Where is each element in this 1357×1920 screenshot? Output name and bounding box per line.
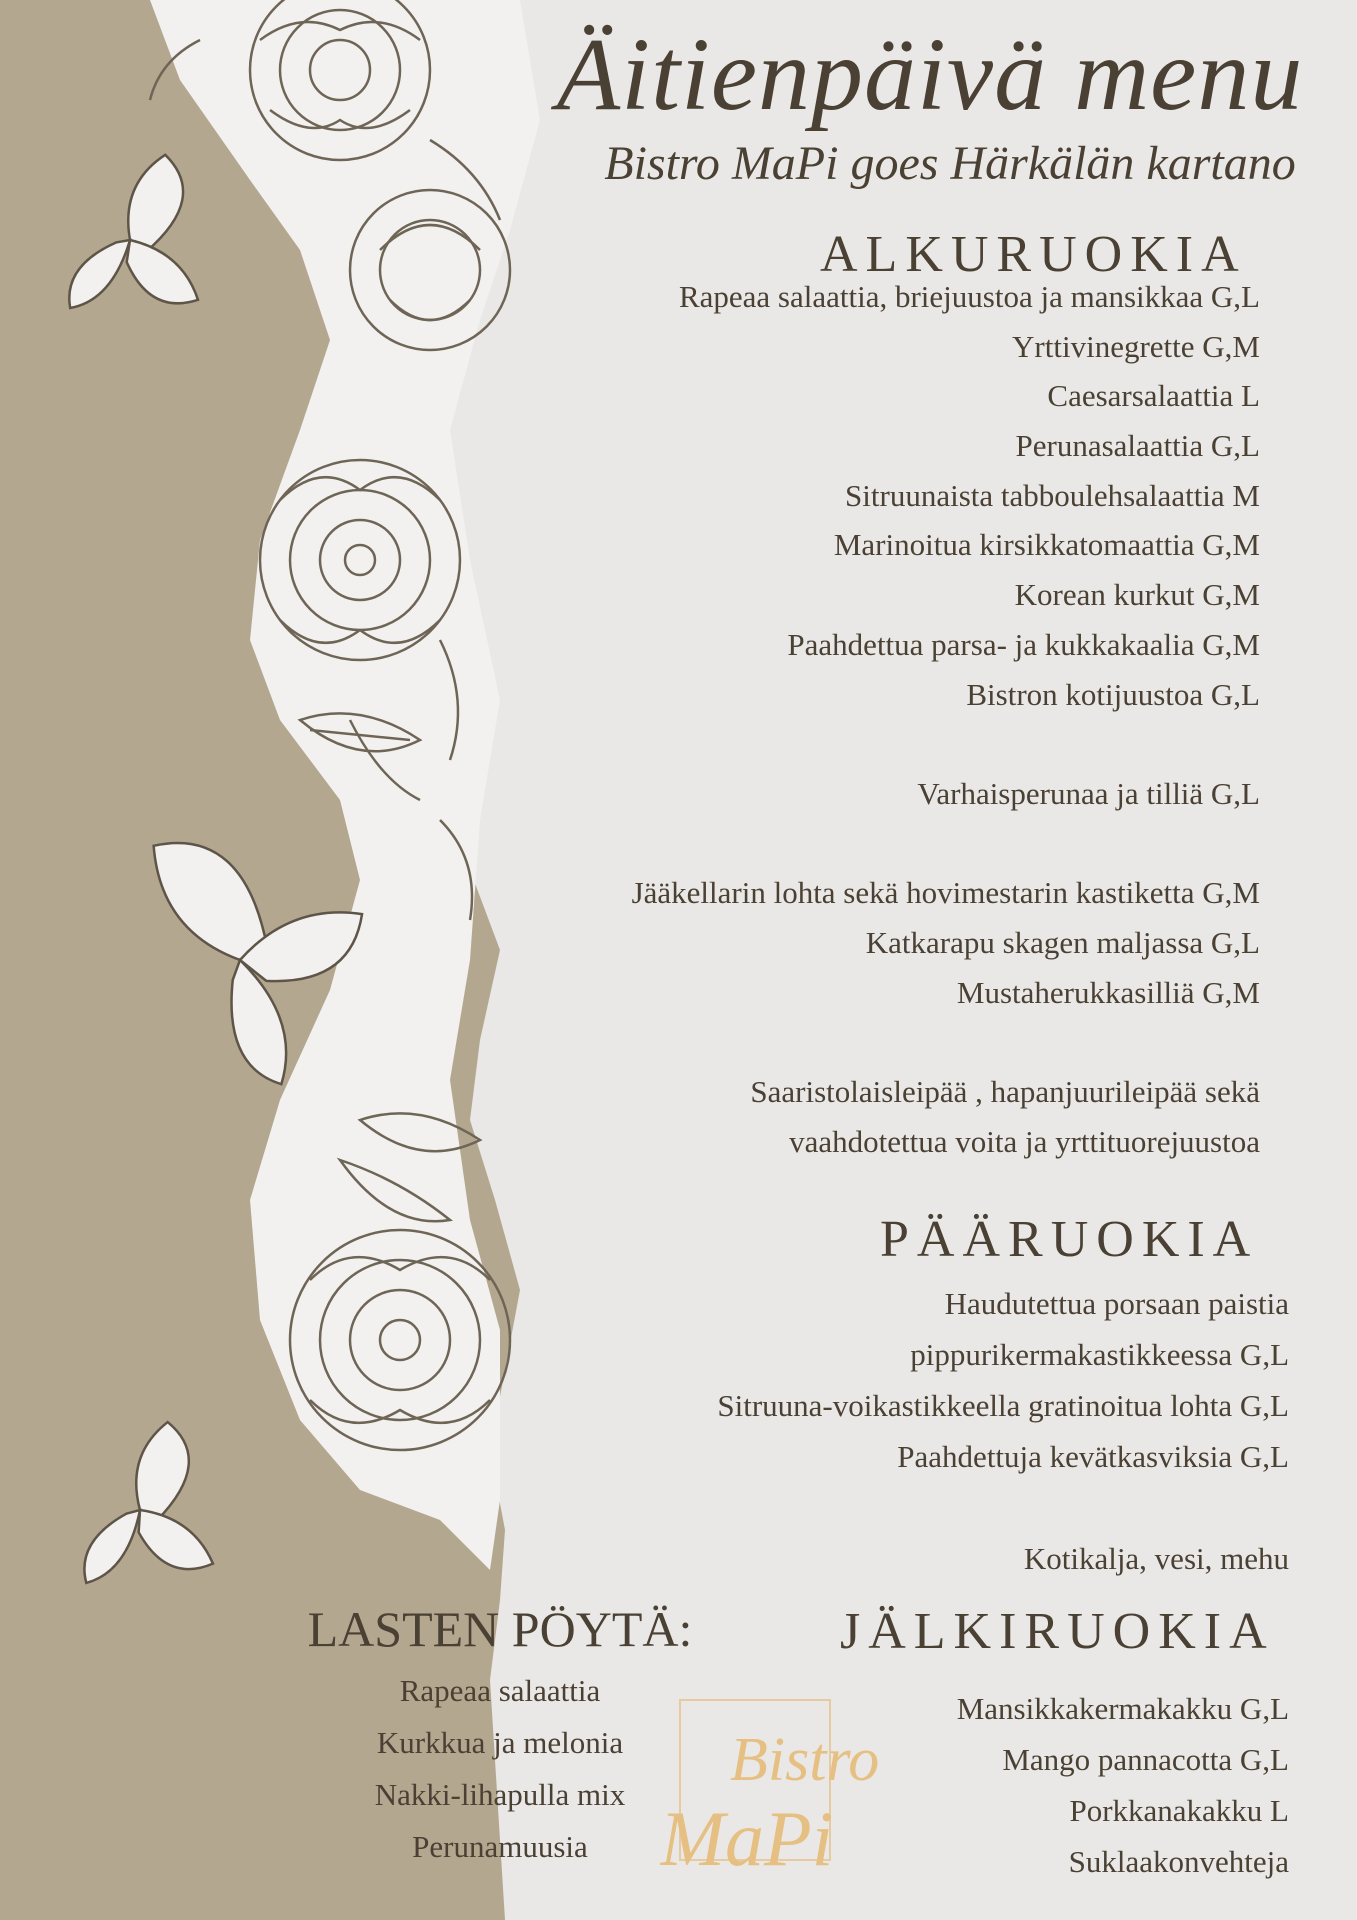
menu-item: Caesarsalaattia L [1047, 378, 1260, 414]
menu-item: Marinoitua kirsikkatomaattia G,M [833, 527, 1260, 563]
menu-item [632, 719, 1260, 769]
menu-item: Sitruuna-voikastikkeella gratinoitua lohta G,L [717, 1388, 1289, 1423]
menu-item: Porkkanakakku L [1069, 1793, 1289, 1828]
menu-item: Mustaherukkasilliä G,M [956, 974, 1260, 1010]
menu-item: Korean kurkut G,M [1014, 577, 1260, 613]
menu-item: vaahdotettua voita ja yrttituorejuustoa [789, 1123, 1260, 1159]
mains-heading: PÄÄRUOKIA [880, 1211, 1259, 1268]
menu-item: Perunasalaattia G,L [1015, 428, 1260, 464]
starters-list [632, 272, 1260, 1166]
menu-item [632, 819, 1260, 869]
menu-item: Paahdettuja kevätkasviksia G,L [897, 1439, 1289, 1474]
menu-item: Saaristolaisleipää , hapanjuurileipää sekä [750, 1074, 1260, 1109]
menu-item: Yrttivinegrette G,M [1012, 328, 1260, 364]
menu-item: Nakki-lihapulla mix [374, 1777, 626, 1812]
menu-item: Haudutettua porsaan paistia [944, 1286, 1289, 1321]
desserts-list [957, 1683, 1289, 1887]
mains-list [717, 1278, 1289, 1584]
menu-item: Sitruunaista tabboulehsalaattia M [845, 477, 1260, 513]
menu-item: Bistron kotijuustoa G,L [966, 676, 1260, 712]
menu-item: Perunamuusia [412, 1829, 588, 1864]
desserts-heading: JÄLKIRUOKIA [840, 1603, 1275, 1660]
menu-item: Varhaisperunaa ja tilliä G,L [917, 775, 1260, 811]
menu-item: Mango pannacotta G,L [1002, 1742, 1289, 1777]
menu-item: Rapeaa salaattia, briejuustoa ja mansikkaa G,L [678, 279, 1260, 314]
menu-item: Rapeaa salaattia [399, 1673, 601, 1708]
menu-subtitle: Bistro MaPi goes Härkälän kartano [604, 137, 1296, 190]
menu-item: Jääkellarin lohta sekä hovimestarin kastiketta G,M [631, 875, 1260, 911]
starters-heading: ALKURUOKIA [820, 226, 1247, 283]
menu-item: pippurikermakastikkeessa G,L [910, 1337, 1289, 1372]
menu-item: Kotikalja, vesi, mehu [1023, 1541, 1289, 1576]
menu-title: Äitienpäivä menu [556, 17, 1304, 132]
kids-list [320, 1665, 680, 1873]
menu-item [632, 1017, 1260, 1067]
bistro-mapi-logo [660, 1690, 900, 1880]
menu-item: Katkarapu skagen maljassa G,L [865, 924, 1260, 960]
menu-item: Suklaakonvehteja [1068, 1844, 1289, 1879]
menu-item: Paahdettua parsa- ja kukkakaalia G,M [787, 626, 1260, 662]
logo-text-bistro: Bistro [730, 1726, 880, 1794]
menu-item [717, 1482, 1289, 1533]
kids-heading: LASTEN PÖYTÄ: [307, 1601, 693, 1657]
logo-text-mapi: MaPi [660, 1795, 834, 1880]
menu-item: Kurkkua ja melonia [376, 1725, 624, 1760]
menu-item: Mansikkakermakakku G,L [956, 1691, 1289, 1726]
